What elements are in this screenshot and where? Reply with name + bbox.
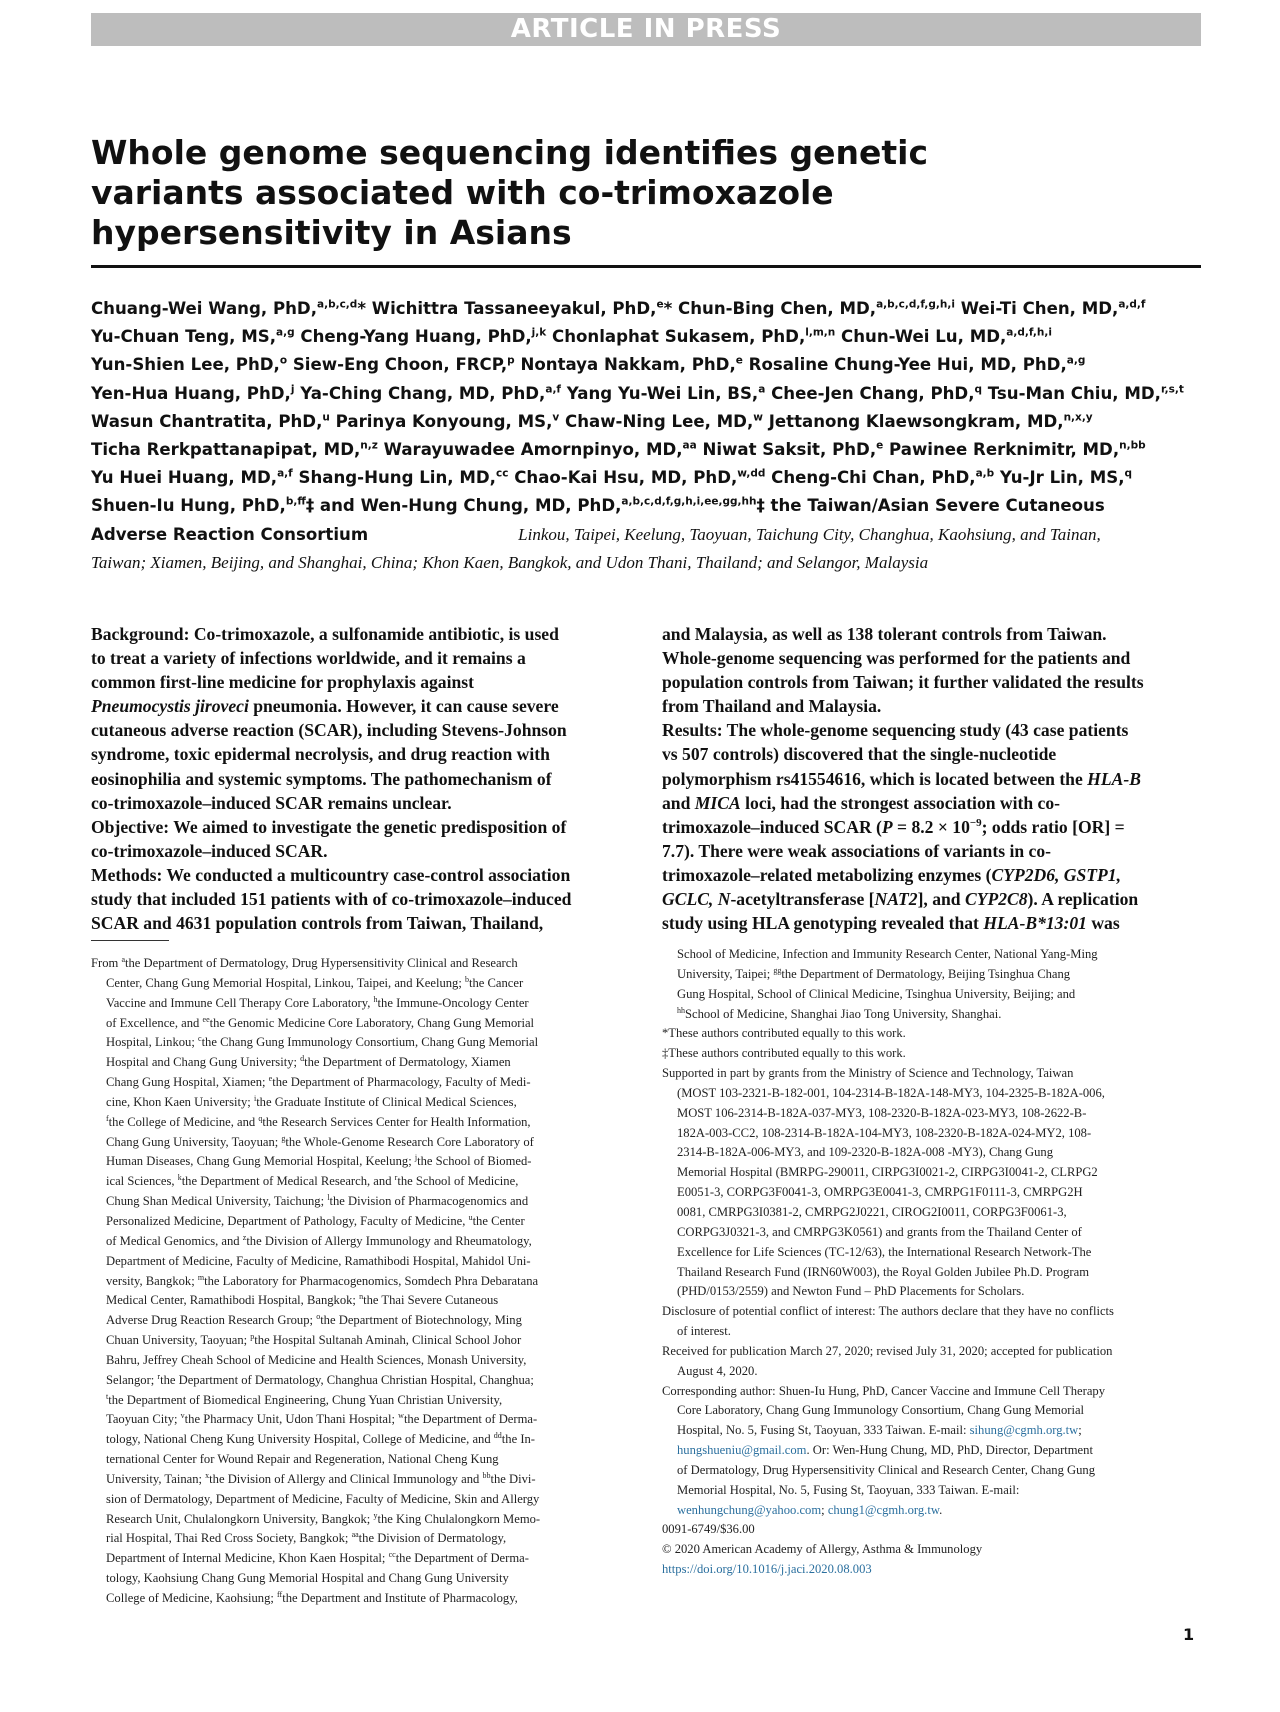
affiliation-line: rial Hospital, Thai Red Cross Society, Bangkok; $^{aa}$the Division of Dermatology, — [106, 1530, 507, 1546]
affiliation-line: College of Medicine, Kaohsiung; $^{ff}$the Department and Institute of Pharmacology, — [106, 1589, 518, 1605]
affiliation-line: sion of Dermatology, Department of Medicine, Faculty of Medicine, Skin and Allergy — [106, 1491, 540, 1506]
email-link[interactable]: chung1@cgmh.org.tw — [827, 1502, 940, 1517]
corresponding-line: of Dermatology, Drug Hypersensitivity Clinical and Research Center, Chang Gung — [677, 1462, 1096, 1477]
corresponding-line: Memorial Hospital, No. 5, Fusing St, Taoyuan, 333 Taiwan. E-mail: — [677, 1482, 1020, 1497]
title-line: variants associated with co-trimoxazole — [91, 173, 834, 212]
affiliation-line: Department of Medicine, Faculty of Medicine, Ramathibodi Hospital, Mahidol Uni- — [106, 1253, 531, 1268]
abstract-line: vs 507 controls) discovered that the single-nucleotide — [662, 744, 1057, 765]
affiliation-line: Vaccine and Immune Cell Therapy Core Laboratory, $^h$the Immune-Oncology Center — [106, 994, 529, 1010]
funding-line: CORPG3J0321-3, and CMRPG3K0561) and grants from the Thailand Center of — [677, 1224, 1082, 1239]
author-line-6: Ticha Rerkpattanapipat, MD,$^{n,z}$ Warayuwadee Amornpinyo, MD,$^{aa}$ Niwat Saksit, PhD,$^e$ Pawinee Rerknimitr, MD,$^{n,bb}$ — [91, 439, 1146, 460]
affiliation-line: Chang Gung University, Taoyuan; $^g$the Whole-Genome Research Core Laboratory of — [106, 1133, 534, 1149]
affiliation-line: Hospital and Chang Gung University; $^d$the Department of Dermatology, Xiamen — [106, 1054, 511, 1070]
author-line-3: Yun-Shien Lee, PhD,$^o$ Siew-Eng Choon, FRCP,$^p$ Nontaya Nakkam, PhD,$^e$ Rosaline Chung-Yee Hui, MD, PhD,$^{a,g}$ — [91, 354, 1086, 375]
disclosure-line: Disclosure of potential conflict of interest: The authors declare that they have no conflicts — [662, 1304, 1114, 1319]
affiliation-line: versity, Bangkok; $^m$the Laboratory for Pharmacogenomics, Somdech Phra Debaratana — [106, 1272, 539, 1288]
affiliation-line: Personalized Medicine, Department of Pathology, Faculty of Medicine, $^u$the Center — [106, 1212, 525, 1228]
affiliation-line: Taoyuan City; $^v$the Pharmacy Unit, Udon Thani Hospital; $^w$the Department of Derma- — [106, 1411, 538, 1427]
received-line: August 4, 2020. — [677, 1363, 758, 1378]
email-link[interactable]: sihung@cgmh.org.tw — [969, 1423, 1079, 1438]
abstract-line: and MICA loci, had the strongest association with co- — [662, 792, 1061, 813]
abstract-line: co-trimoxazole–induced SCAR. — [91, 840, 328, 861]
affiliation-line: of Excellence, and $^{ee}$the Genomic Medicine Core Laboratory, Chang Gung Memorial — [106, 1014, 535, 1030]
abstract-right-column — [662, 622, 1202, 935]
abstract-line: study using HLA genotyping revealed that HLA-B*13:01 was — [662, 913, 1120, 934]
abstract-line: from Thailand and Malaysia. — [662, 696, 882, 717]
article-title — [91, 133, 1201, 253]
corresponding-line: wenhungchung@yahoo.com; chung1@cgmh.org.tw. — [677, 1502, 943, 1517]
funding-line: E0051-3, CORPG3F0041-3, OMRPG3E0041-3, CMRPG1F0111-3, CMRPG2H — [677, 1185, 1083, 1200]
issn: 0091-6749/$36.00 — [662, 1522, 755, 1537]
affiliation-line: Center, Chang Gung Memorial Hospital, Linkou, Taipei, and Keelung; $^b$the Cancer — [106, 974, 524, 990]
doi-link[interactable]: https://doi.org/10.1016/j.jaci.2020.08.003 — [662, 1562, 872, 1577]
affiliation-line: Gung Hospital, School of Clinical Medicine, Tsinghua University, Beijing; and — [677, 986, 1076, 1001]
corresponding-line: Hospital, No. 5, Fusing St, Taoyuan, 333 Taiwan. E-mail: sihung@cgmh.org.tw; — [677, 1423, 1082, 1438]
abstract-line: trimoxazole–related metabolizing enzymes (CYP2D6, GSTP1, — [662, 864, 1121, 885]
abstract-line: Background: Co-trimoxazole, a sulfonamide antibiotic, is used — [91, 624, 559, 644]
title-line: Whole genome sequencing identifies genetic — [91, 133, 929, 172]
corresponding-line: Core Laboratory, Chang Gung Immunology Consortium, Chang Gung Memorial — [677, 1403, 1085, 1418]
abstract-line: to treat a variety of infections worldwide, and it remains a — [91, 648, 526, 669]
affiliation-line: Chuan University, Taoyuan; $^p$the Hospital Sultanah Aminah, Clinical School Johor — [106, 1331, 522, 1348]
affiliation-line: $^{hh}$School of Medicine, Shanghai Jiao Tong University, Shanghai. — [677, 1005, 1002, 1021]
affiliation-line: University, Taipei; $^{gg}$the Department of Dermatology, Beijing Tsinghua Chang — [677, 965, 1071, 981]
abstract-line: co-trimoxazole–induced SCAR remains unclear. — [91, 792, 452, 813]
email-link[interactable]: hungshueniu@gmail.com — [677, 1443, 807, 1458]
affiliation-line: of Medical Genomics, and $^z$the Division of Allergy Immunology and Rheumatology, — [106, 1232, 532, 1248]
funding-line: Thailand Research Fund (IRN60W003), the Royal Golden Jubilee Ph.D. Program — [677, 1264, 1090, 1279]
affiliation-line: $^t$the Department of Biomedical Engineering, Chung Yuan Christian University, — [106, 1391, 503, 1407]
abstract-line: GCLC, N-acetyltransferase [NAT2], and CYP2C8). A replication — [662, 889, 1139, 910]
abstract-line: trimoxazole–induced SCAR ($P = 8.2 \times 10^{-9}$; odds ratio [OR] = — [662, 816, 1125, 837]
affiliation-line: $^f$the College of Medicine, and $^q$the Research Services Center for Health Information, — [106, 1113, 531, 1129]
funding-line: MOST 106-2314-B-182A-037-MY3, 108-2320-B-182A-023-MY3, 108-2622-B- — [677, 1105, 1087, 1120]
abstract-line: common first-line medicine for prophylaxis against — [91, 672, 474, 693]
abstract-line: SCAR and 4631 population controls from Taiwan, Thailand, — [91, 913, 544, 934]
article-notes — [662, 945, 1202, 1580]
author-line-7: Yu Huei Huang, MD,$^{a,f}$ Shang-Hung Lin, MD,$^{cc}$ Chao-Kai Hsu, MD, PhD,$^{w,dd}$ Cheng-Chi Chan, PhD,$^{a,b}$ Yu-Jr Lin, MS,$^q$ — [91, 467, 1133, 488]
corresponding-line: Corresponding author: Shuen-Iu Hung, PhD, Cancer Vaccine and Immune Cell Therapy — [662, 1383, 1106, 1398]
abstract-line: population controls from Taiwan; it further validated the results — [662, 672, 1144, 693]
equal-contribution-note: *These authors contributed equally to this work. — [662, 1026, 906, 1041]
abstract-line: Objective: We aimed to investigate the genetic predisposition of — [91, 816, 567, 837]
funding-line: Excellence for Life Sciences (TC-12/63), the International Research Network-The — [677, 1244, 1092, 1259]
author-list — [91, 295, 1203, 577]
funding-line: 2314-B-182A-006-MY3, and 109-2320-B-182A-008 -MY3), Chang Gung — [677, 1145, 1054, 1160]
affiliation-line: Medical Center, Ramathibodi Hospital, Bangkok; $^n$the Thai Severe Cutaneous — [106, 1292, 499, 1308]
title-divider — [91, 265, 1201, 268]
affiliation-line: tology, National Cheng Kung University Hospital, College of Medicine, and $^{dd}$the In- — [106, 1431, 535, 1447]
affiliation-line: tology, Kaohsiung Chang Gung Memorial Hospital and Chang Gung University — [106, 1571, 509, 1586]
abstract-line: Results: The whole-genome sequencing study (43 case patients — [662, 720, 1129, 741]
abstract-line: eosinophilia and systemic symptoms. The pathomechanism of — [91, 768, 552, 789]
author-line-4: Yen-Hua Huang, PhD,$^j$ Ya-Ching Chang, MD, PhD,$^{a,f}$ Yang Yu-Wei Lin, BS,$^a$ Chee-Jen Chang, PhD,$^q$ Tsu-Man Chiu, MD,$^{r,s,t}$ — [91, 383, 1184, 403]
funding-line: Supported in part by grants from the Ministry of Science and Technology, Taiwan — [662, 1066, 1074, 1081]
affiliation-line: Department of Internal Medicine, Khon Kaen Hospital; $^{cc}$the Department of Derma- — [106, 1550, 529, 1566]
author-line-9: Adverse Reaction Consortium Linkou, Taipei, Keelung, Taoyuan, Taichung City, Changhua, Kaohsiung, and Tainan, — [91, 524, 1101, 544]
affiliation-line: Adverse Drug Reaction Research Group; $^o$the Department of Biotechnology, Ming — [106, 1312, 522, 1328]
affiliation-line: Chung Shan Medical University, Taichung; $^l$the Division of Pharmacogenomics and — [106, 1192, 529, 1209]
article-in-press-banner: ARTICLE IN PRESS — [91, 13, 1201, 46]
affiliation-line: Research Unit, Chulalongkorn University, Bangkok; $^y$the King Chulalongkorn Memo- — [106, 1510, 541, 1526]
title-line: hypersensitivity in Asians — [91, 213, 572, 252]
abstract-line: and Malaysia, as well as 138 tolerant controls from Taiwan. — [662, 624, 1107, 644]
abstract-line: study that included 151 patients with of co-trimoxazole–induced — [91, 889, 572, 910]
affiliation-line: University, Tainan; $^x$the Division of Allergy and Clinical Immunology and $^{bb}$the Divi- — [106, 1470, 536, 1486]
affiliation-line: ical Sciences, $^k$the Department of Medical Research, and $^r$the School of Medicine, — [106, 1173, 519, 1189]
author-line-2: Yu-Chuan Teng, MS,$^{a,g}$ Cheng-Yang Huang, PhD,$^{j,k}$ Chonlaphat Sukasem, PhD,$^{l,m,n}$ Chun-Wei Lu, MD,$^{a,d,f,h,i}$ — [91, 326, 1052, 347]
equal-contribution-note: ‡These authors contributed equally to this work. — [662, 1046, 906, 1061]
affiliations-footnote — [91, 954, 631, 1609]
abstract-line: Methods: We conducted a multicountry case-control association — [91, 864, 571, 885]
affiliation-line: School of Medicine, Infection and Immunity Research Center, National Yang-Ming — [677, 947, 1098, 961]
affiliation-line: Human Diseases, Chang Gung Memorial Hospital, Keelung; $^j$the School of Biomed- — [106, 1153, 532, 1169]
abstract-line: Pneumocystis jiroveci pneumonia. However, it can cause severe — [91, 696, 559, 717]
funding-line: (PHD/0153/2559) and Newton Fund – PhD Placements for Scholars. — [677, 1284, 1025, 1299]
affiliation-locations: Linkou, Taipei, Keelung, Taoyuan, Taichung City, Changhua, Kaohsiung, and Tainan, — [518, 524, 1101, 544]
abstract-line: cutaneous adverse reaction (SCAR), including Stevens-Johnson — [91, 720, 567, 741]
affiliation-locations-cont: Taiwan; Xiamen, Beijing, and Shanghai, China; Khon Kaen, Bangkok, and Udon Thani, Thailand; and Selangor, Malaysia — [91, 552, 929, 572]
disclosure-line: of interest. — [677, 1324, 731, 1339]
affiliation-line: Chang Gung Hospital, Xiamen; $^e$the Department of Pharmacology, Faculty of Medi- — [106, 1073, 531, 1090]
author-line-8: Shuen-Iu Hung, PhD,$^{b,ff}$‡ and Wen-Hung Chung, MD, PhD,$^{a,b,c,d,f,g,h,i,ee,gg,hh}$‡ the Taiwan/Asian Severe Cutaneous — [91, 495, 1105, 516]
author-line-5: Wasun Chantratita, PhD,$^u$ Parinya Konyoung, MS,$^v$ Chaw-Ning Lee, MD,$^w$ Jettanong Klaewsongkram, MD,$^{n,x,y}$ — [91, 411, 1093, 431]
affiliation-line: From $^a$the Department of Dermatology, Drug Hypersensitivity Clinical and Research — [91, 954, 518, 970]
email-link[interactable]: wenhungchung@yahoo.com — [677, 1502, 822, 1517]
abstract-line: syndrome, toxic epidermal necrolysis, and drug reaction with — [91, 744, 550, 765]
abstract-left-column — [91, 622, 631, 935]
affiliation-line: ternational Center for Wound Repair and Regeneration, National Cheng Kung — [106, 1452, 499, 1467]
received-line: Received for publication March 27, 2020; revised July 31, 2020; accepted for publication — [662, 1343, 1113, 1358]
copyright: © 2020 American Academy of Allergy, Asthma & Immunology — [662, 1542, 983, 1557]
affiliation-line: Bahru, Jeffrey Cheah School of Medicine and Health Sciences, Monash University, — [106, 1352, 527, 1367]
page-number: 1 — [1183, 1625, 1195, 1644]
author-line-1: Chuang-Wei Wang, PhD,$^{a,b,c,d}$* Wichittra Tassaneeyakul, PhD,$^e$* Chun-Bing Chen, MD,$^{a,b,c,d,f,g,h,i}$ Wei-Ti Chen, MD,$^{a,d,f}$ — [91, 298, 1146, 318]
affiliation-line: cine, Khon Kaen University; $^i$the Graduate Institute of Clinical Medical Sciences, — [106, 1093, 517, 1109]
footnote-divider — [91, 940, 169, 941]
funding-line: (MOST 103-2321-B-182-001, 104-2314-B-182A-148-MY3, 104-2325-B-182A-006, — [677, 1085, 1105, 1100]
corresponding-line: hungshueniu@gmail.com. Or: Wen-Hung Chung, MD, PhD, Director, Department — [677, 1443, 1093, 1458]
funding-line: 182A-003-CC2, 108-2314-B-182A-104-MY3, 108-2320-B-182A-024-MY2, 108- — [677, 1125, 1092, 1140]
funding-line: 0081, CMRPG3I0381-2, CMRPG2J0221, CIROG2I0011, CORPG3F0061-3, — [677, 1204, 1067, 1219]
funding-line: Memorial Hospital (BMRPG-290011, CIRPG3I0021-2, CIRPG3I0041-2, CLRPG2 — [677, 1165, 1098, 1180]
abstract-line: polymorphism rs41554616, which is located between the HLA-B — [662, 768, 1141, 789]
abstract-line: Whole-genome sequencing was performed for the patients and — [662, 648, 1131, 669]
affiliation-line: Selangor; $^r$the Department of Dermatology, Changhua Christian Hospital, Changhua; — [106, 1371, 534, 1387]
abstract-line: 7.7). There were weak associations of variants in co- — [662, 840, 1051, 861]
affiliation-line: Hospital, Linkou; $^c$the Chang Gung Immunology Consortium, Chang Gung Memorial — [106, 1034, 539, 1050]
